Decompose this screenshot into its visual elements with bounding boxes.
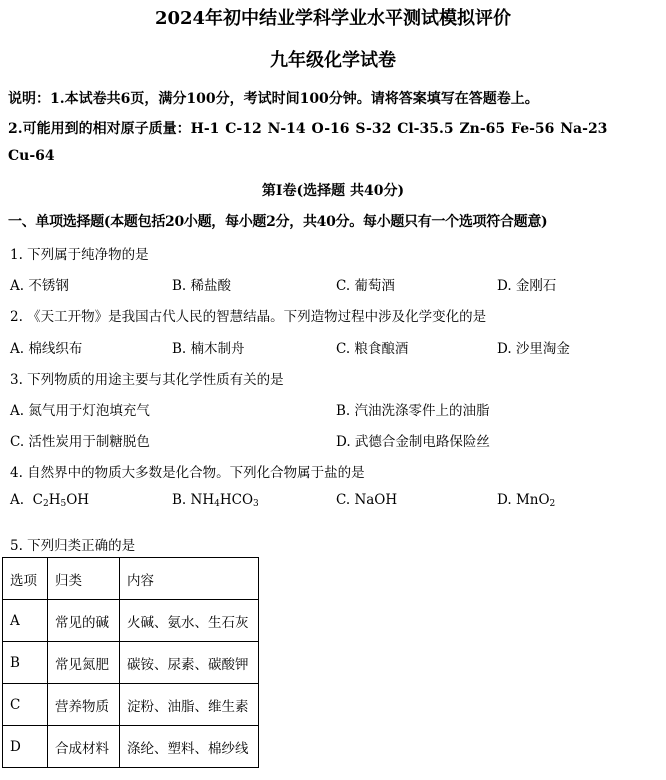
table-header-cell: 内容: [120, 558, 259, 600]
q4-b-sub4: 4: [214, 499, 220, 509]
q1-option-c: C. 葡萄酒: [336, 278, 395, 294]
q4-d-sub2: 2: [549, 499, 556, 509]
table-header-cell: 归类: [48, 558, 120, 600]
table-cell: 淀粉、油脂、维生素: [120, 684, 259, 726]
q2-option-d: D. 沙里淘金: [497, 341, 570, 357]
q1-option-d: D. 金刚石: [497, 278, 557, 294]
atomic-masses-line1: 2.可能用到的相对原子质量：H-1 C-12 N-14 O-16 S-32 Cl-35.5 Zn-65 Fe-56 Na-23: [8, 121, 608, 137]
table-header-cell: 选项: [3, 558, 48, 600]
atomic-masses-line2: Cu-64: [8, 148, 55, 164]
q1-option-a: A. 不锈钢: [10, 278, 69, 294]
q4-option-b: [172, 492, 259, 508]
question-4-stem: 4. 自然界中的物质大多数是化合物。下列化合物属于盐的是: [10, 465, 365, 481]
q3-option-a: A. 氮气用于灯泡填充气: [10, 403, 150, 419]
q2-option-b: B. 楠木制舟: [172, 341, 245, 357]
q4-option-c-formula: NaOH: [354, 492, 398, 508]
q3-option-c: C. 活性炭用于制糖脱色: [10, 434, 150, 450]
table-cell: 合成材料: [48, 726, 120, 768]
table-row: [3, 642, 259, 684]
table-cell: D: [3, 726, 48, 768]
part1-title: 第Ⅰ卷(选择题 共40分): [261, 183, 405, 199]
classification-table: [2, 557, 259, 768]
table-header-row: [3, 558, 259, 600]
q4-b-sub3: 3: [253, 499, 259, 509]
table-cell: 营养物质: [48, 684, 120, 726]
q1-option-b: B. 稀盐酸: [172, 278, 232, 294]
question-3-stem: 3. 下列物质的用途主要与其化学性质有关的是: [10, 372, 284, 388]
q4-option-b-label: B.: [172, 492, 187, 508]
table-row: [3, 600, 259, 642]
table-cell: 涤纶、塑料、棉纱线: [120, 726, 259, 768]
exam-title: 2024年初中结业学科学业水平测试模拟评价: [154, 8, 512, 29]
table-row: [3, 726, 259, 768]
question-5-stem: 5. 下列归类正确的是: [10, 538, 136, 554]
instructions-note: 说明：1.本试卷共6页，满分100分，考试时间100分钟。请将答案填写在答题卷上。: [8, 91, 539, 107]
q4-option-d: [497, 492, 555, 508]
q4-option-c: [336, 492, 397, 508]
q4-option-c-label: C.: [336, 492, 351, 508]
q4-option-d-label: D.: [497, 492, 512, 508]
q4-a-sub2: 2: [42, 499, 49, 509]
table-cell: 常见的碱: [48, 600, 120, 642]
q3-option-d: D. 武德合金制电路保险丝: [336, 434, 490, 450]
table-row: [3, 684, 259, 726]
section-heading: 一、单项选择题(本题包括20小题，每小题2分，共40分。每小题只有一个选项符合题意): [8, 214, 548, 230]
question-2-stem: 2. 《天工开物》是我国古代人民的智慧结晶。下列造物过程中涉及化学变化的是: [10, 309, 487, 325]
q4-a-oh: OH: [66, 492, 90, 508]
table-cell: B: [3, 642, 48, 684]
q2-option-a: A. 棉线织布: [10, 341, 83, 357]
table-cell: 常见氮肥: [48, 642, 120, 684]
table-cell: A: [3, 600, 48, 642]
q4-b-nh: NH: [190, 492, 215, 508]
question-1-stem: 1. 下列属于纯净物的是: [10, 247, 149, 263]
q4-a-sub5: 5: [60, 499, 67, 509]
q4-option-a-label: A.: [10, 492, 25, 508]
q3-option-b: B. 汽油洗涤零件上的油脂: [336, 403, 490, 419]
q4-a-h: H: [48, 492, 61, 508]
table-cell: 火碱、氨水、生石灰: [120, 600, 259, 642]
q4-a-c: C: [32, 492, 43, 508]
q2-option-c: C. 粮食酿酒: [336, 341, 409, 357]
q4-d-mno: MnO: [515, 492, 550, 508]
exam-subtitle: 九年级化学试卷: [270, 50, 396, 71]
table-cell: C: [3, 684, 48, 726]
q4-b-hco: HCO: [219, 492, 254, 508]
table-cell: 碳铵、尿素、碳酸钾: [120, 642, 259, 684]
q4-option-a: [10, 492, 89, 508]
